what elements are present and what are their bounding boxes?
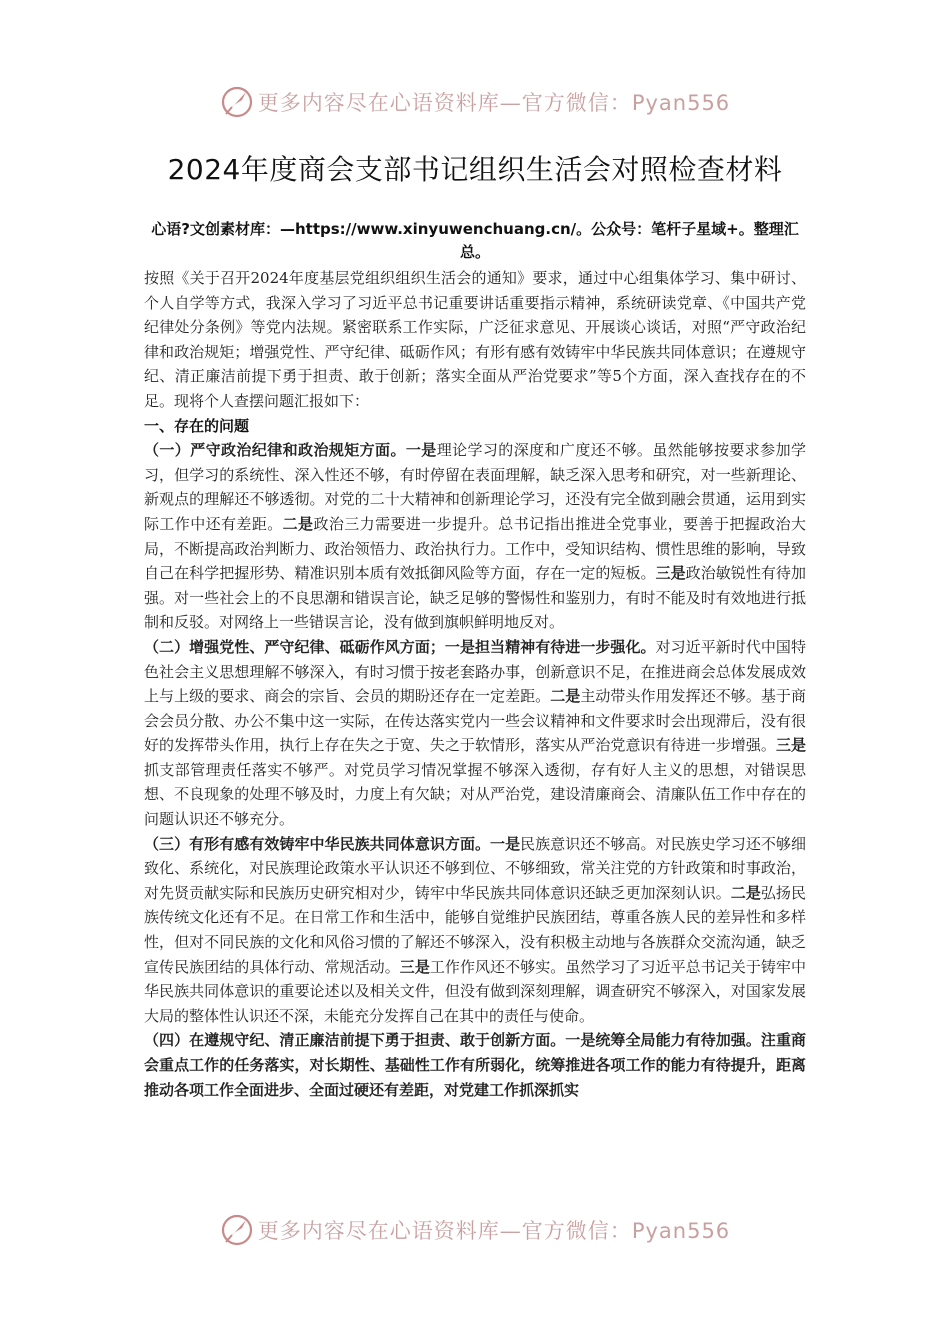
section-heading-problems: 一、存在的问题 xyxy=(144,416,250,435)
paragraph-party-spirit: （二）增强党性、严守纪律、砥砺作风方面；一是担当精神有待进一步强化。对习近平新时代中国特色社会主义思想理解不够深入，有时习惯于按老套路办事，创新意识不足，在推进商会总体发展成效上与上级的要求、商会的宗旨、会员的期盼还存在一定差距。二是主动带头作用发挥还不够。基于商会会员分散、办公不集中这一实际，在传达落实党内一些会议精神和文件要求时会出现滞后，没有很好的发挥带头作用，执行上存在失之于宽、失之于软情形，落实从严治党意识有待进一步增强。三是抓支部管理责任落实不够严。对党员学习情况掌握不够深入透彻，存有好人主义的思想，对错误思想、不良现象的处理不够及时，力度上有欠缺；对从严治党，建设清廉商会、清廉队伍工作中存在的问题认识还不够充分。 xyxy=(144,637,806,829)
paragraph-responsibility: （四）在遵规守纪、清正廉洁前提下勇于担责、敢于创新方面。一是统筹全局能力有待加强。注重商会重点工作的任务落实，对长期性、基础性工作有所弱化，统筹推进各项工作的能力有待提升，距离推动各项工作全面进步、全面过硬还有差距，对党建工作抓深抓实 xyxy=(144,1031,806,1099)
quill-pen-logo-icon xyxy=(220,85,254,119)
footer-banner-text: 更多内容尽在心语资料库—官方微信：Pyan556 xyxy=(257,1219,731,1243)
document-title: 2024年度商会支部书记组织生活会对照检查材料 xyxy=(167,153,783,186)
paragraph-national-community: （三）有形有感有效铸牢中华民族共同体意识方面。一是民族意识还不够高。对民族史学习还不够细致化、系统化，对民族理论政策水平认识还不够到位、不够细致，常关注党的方针政策和时事政治，对先贤贡献实际和民族历史研究相对少，铸牢中华民族共同体意识还缺乏更加深刻认识。二是弘扬民族传统文化还有不足。在日常工作和生活中，能够自觉维护民族团结，尊重各族人民的差异性和多样性，但对不同民族的文化和风俗习惯的了解还不够深入，没有积极主动地与各族群众交流沟通，缺乏宣传民族团结的具体行动、常规活动。三是工作作风还不够实。虽然学习了习近平总书记关于铸牢中华民族共同体意识的重要论述以及相关文件，但没有做到深刻理解，调查研究不够深入，对国家发展大局的整体性认识还不深，未能充分发挥自己在其中的责任与使命。 xyxy=(144,834,806,1025)
header-banner-text: 更多内容尽在心语资料库—官方微信：Pyan556 xyxy=(257,91,731,115)
intro-paragraph: 按照《关于召开2024年度基层党组织组织生活会的通知》要求，通过中心组集体学习、集中研讨、个人自学等方式，我深入学习了习近平总书记重要讲话重要指示精神，系统研读党章、《中国共产党纪律处分条例》等党内法规。紧密联系工作实际，广泛征求意见、开展谈心谈话，对照“严守政治纪律和政治规矩；增强党性、严守纪律、砥砺作风；有形有感有效铸牢中华民族共同体意识；在遵规守纪、清正廉洁前提下勇于担责、敢于创新；落实全面从严治党要求”等5个方面，深入查找存在的不足。现将个人查摆问题汇报如下： xyxy=(144,269,806,410)
document-body xyxy=(144,218,806,1102)
paragraph-political-discipline: （一）严守政治纪律和政治规矩方面。一是理论学习的深度和广度还不够。虽然能够按要求参加学习，但学习的系统性、深入性还不够，有时停留在表面理解，缺乏深入思考和研究，对一些新理论、新观点的理解还不够透彻。对党的二十大精神和创新理论学习，还没有完全做到融会贯通，运用到实际工作中还有差距。二是政治三力需要进一步提升。总书记指出推进全党事业，要善于把握政治大局，不断提高政治判断力、政治领悟力、政治执行力。工作中，受知识结构、惯性思维的影响，导致自己在科学把握形势、精准识别本质有效抵御风险等方面，存在一定的短板。三是政治敏锐性有待加强。对一些社会上的不良思潮和错误言论，缺乏足够的警惕性和鉴别力，有时不能及时有效地进行抵制和反驳。对网络上一些错误言论，没有做到旗帜鲜明地反对。 xyxy=(144,441,806,632)
footer-banner xyxy=(0,1210,950,1250)
quill-pen-logo-icon xyxy=(220,1213,254,1247)
source-line: 心语?文创素材库：—https://www.xinyuwenchuang.cn/。公众号：笔杆子星域+。整理汇总。 xyxy=(151,220,799,261)
header-banner xyxy=(0,82,950,122)
